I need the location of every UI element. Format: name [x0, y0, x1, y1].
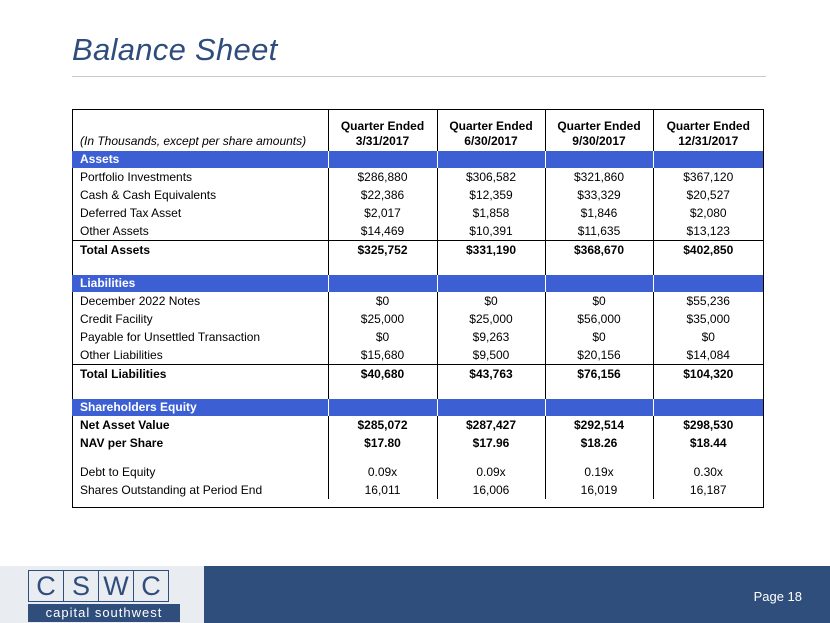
column-header-line1: Quarter Ended — [340, 119, 425, 133]
section-title: Liabilities — [72, 275, 328, 292]
column-header-date: 9/30/2017 — [572, 134, 626, 148]
units-note: (In Thousands, except per share amounts) — [80, 134, 307, 148]
balance-sheet-table — [72, 109, 763, 499]
row-label: Other Liabilities — [80, 348, 163, 362]
table-row — [72, 346, 763, 365]
cell-value: $25,000 — [328, 310, 437, 328]
cell-value: $285,072 — [328, 416, 437, 434]
logo-letter: S — [63, 570, 99, 602]
cell-value: $35,000 — [653, 310, 763, 328]
row-label: Total Liabilities — [72, 365, 328, 384]
cell-value: $9,263 — [437, 328, 545, 346]
logo-text: capital southwest — [28, 604, 180, 622]
cell-value: $33,329 — [545, 186, 653, 204]
cell-value: $18.44 — [653, 434, 763, 452]
cell-value: 16,019 — [545, 481, 653, 499]
cell-value: $321,860 — [545, 168, 653, 186]
cell-value: $20,156 — [545, 346, 653, 365]
cell-value: $40,680 — [328, 365, 437, 384]
cell-value: 0.09x — [328, 463, 437, 481]
cell-value: $1,846 — [545, 204, 653, 222]
cell-value: $17.96 — [437, 434, 545, 452]
column-header-date: 6/30/2017 — [464, 134, 518, 148]
cell-value: $10,391 — [437, 222, 545, 241]
cell-value: 16,011 — [328, 481, 437, 499]
cell-value: $367,120 — [653, 168, 763, 186]
row-label: Debt to Equity — [80, 465, 156, 479]
cell-value: $56,000 — [545, 310, 653, 328]
row-label: Deferred Tax Asset — [80, 206, 182, 220]
column-header-date: 12/31/2017 — [678, 134, 739, 148]
logo-letter: C — [28, 570, 64, 602]
table-row — [72, 186, 763, 204]
cell-value: $14,469 — [328, 222, 437, 241]
row-label: Cash & Cash Equivalents — [80, 188, 217, 202]
cell-value: $11,635 — [545, 222, 653, 241]
column-header-date: 3/31/2017 — [355, 134, 410, 148]
cell-value: $0 — [545, 328, 653, 346]
cell-value: $2,017 — [328, 204, 437, 222]
cell-value: $55,236 — [653, 292, 763, 310]
cell-value: $0 — [437, 292, 545, 310]
cell-value: $9,500 — [437, 346, 545, 365]
cell-value: $298,530 — [653, 416, 763, 434]
row-label: Net Asset Value — [80, 418, 170, 432]
table-row — [72, 310, 763, 328]
section-header-equity — [72, 399, 763, 416]
cell-value: $43,763 — [437, 365, 545, 384]
nav-per-share-row — [72, 434, 763, 452]
cell-value: $14,084 — [653, 346, 763, 365]
spacer-row — [72, 383, 763, 399]
cell-value: $0 — [328, 328, 437, 346]
cell-value: $286,880 — [328, 168, 437, 186]
column-header-line1: Quarter Ended — [449, 119, 533, 133]
header-row — [72, 109, 763, 151]
cell-value: $287,427 — [437, 416, 545, 434]
section-title: Shareholders Equity — [72, 399, 328, 416]
cell-value: $325,752 — [328, 241, 437, 260]
nav-row — [72, 416, 763, 434]
row-label: Other Assets — [80, 224, 149, 238]
section-header-assets — [72, 151, 763, 168]
row-label: Total Assets — [72, 241, 328, 260]
column-header — [653, 109, 763, 151]
cell-value: $292,514 — [545, 416, 653, 434]
cell-value: $0 — [328, 292, 437, 310]
table-row — [72, 204, 763, 222]
cell-value: $17.80 — [328, 434, 437, 452]
cell-value: $331,190 — [437, 241, 545, 260]
page-title: Balance Sheet — [72, 32, 278, 67]
cell-value: 16,187 — [653, 481, 763, 499]
total-row-liabilities — [72, 365, 763, 384]
cell-value: $18.26 — [545, 434, 653, 452]
cell-value: 0.30x — [653, 463, 763, 481]
cell-value: $0 — [545, 292, 653, 310]
cell-value: $0 — [653, 328, 763, 346]
title-divider — [72, 76, 766, 77]
table-row — [72, 292, 763, 310]
column-header-line1: Quarter Ended — [557, 119, 641, 133]
cell-value: $12,359 — [437, 186, 545, 204]
cell-value: $104,320 — [653, 365, 763, 384]
cell-value: $20,527 — [653, 186, 763, 204]
cell-value: $2,080 — [653, 204, 763, 222]
debt-to-equity-row — [72, 463, 763, 481]
table-row — [72, 328, 763, 346]
table-row — [72, 168, 763, 186]
cell-value: $306,582 — [437, 168, 545, 186]
cell-value: $13,123 — [653, 222, 763, 241]
cell-value: $402,850 — [653, 241, 763, 260]
row-label: December 2022 Notes — [80, 294, 201, 308]
cell-value: $15,680 — [328, 346, 437, 365]
row-label: Shares Outstanding at Period End — [80, 483, 263, 497]
cell-value: $25,000 — [437, 310, 545, 328]
row-label: Payable for Unsettled Transaction — [80, 330, 261, 344]
section-title: Assets — [72, 151, 328, 168]
cell-value: $22,386 — [328, 186, 437, 204]
cell-value: $368,670 — [545, 241, 653, 260]
total-row-assets — [72, 241, 763, 260]
spacer-row — [72, 452, 763, 463]
column-header-line1: Quarter Ended — [666, 119, 750, 133]
section-header-liabilities — [72, 275, 763, 292]
logo-letter: W — [98, 570, 134, 602]
column-header — [437, 109, 545, 151]
shares-outstanding-row — [72, 481, 763, 499]
row-label: NAV per Share — [80, 436, 164, 450]
cell-value: $1,858 — [437, 204, 545, 222]
table-row — [72, 222, 763, 241]
logo-letter: C — [133, 570, 169, 602]
spacer-row — [72, 259, 763, 275]
row-label: Portfolio Investments — [80, 170, 193, 184]
page-number: Page 18 — [753, 589, 802, 604]
column-header — [328, 109, 437, 151]
column-header — [545, 109, 653, 151]
cell-value: 0.19x — [545, 463, 653, 481]
company-logo — [28, 570, 168, 602]
cell-value: 0.09x — [437, 463, 545, 481]
row-label: Credit Facility — [80, 312, 153, 326]
cell-value: $76,156 — [545, 365, 653, 384]
cell-value: 16,006 — [437, 481, 545, 499]
